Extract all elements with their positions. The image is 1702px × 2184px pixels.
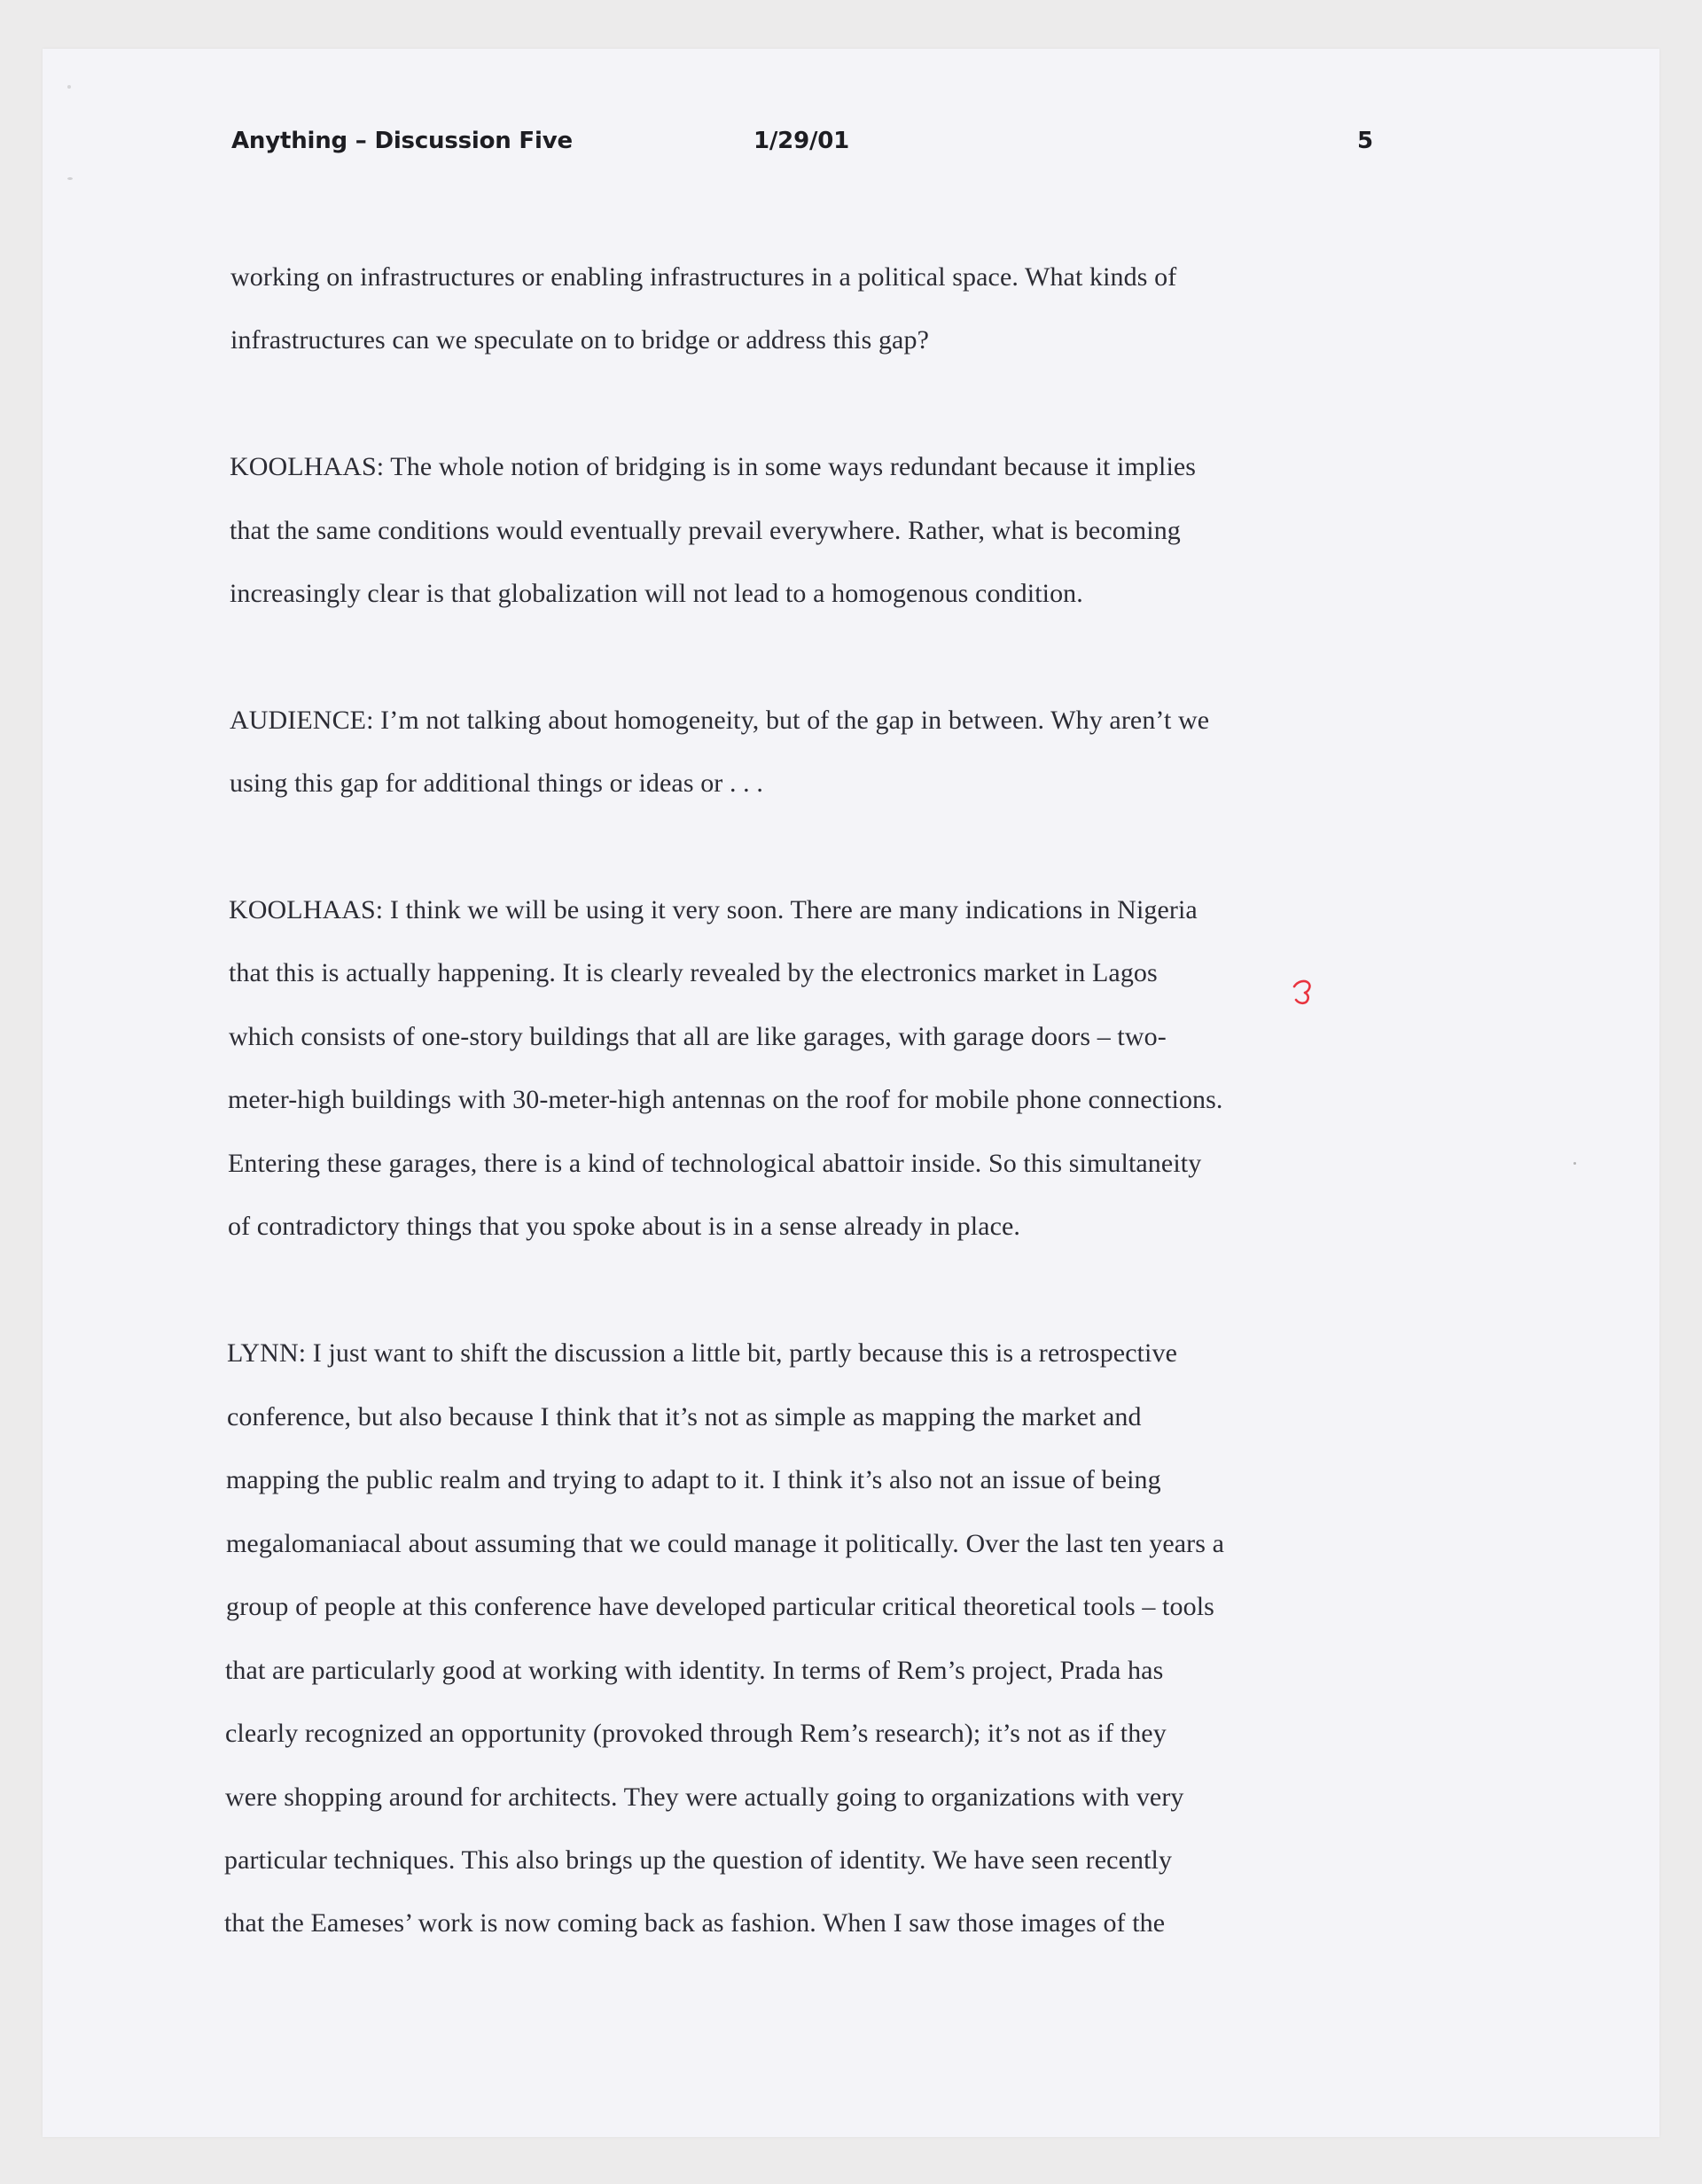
paper-speck — [67, 177, 73, 180]
paper-speck — [67, 85, 71, 89]
text-line: mapping the public realm and trying to adapt to it. I think it’s also not an issue of being — [226, 1465, 1161, 1494]
text-line: megalomaniacal about assuming that we could manage it politically. Over the last ten years a — [226, 1529, 1225, 1558]
text-line: KOOLHAAS: I think we will be using it very soon. There are many indications in Nigeria — [229, 895, 1198, 924]
red-comma-insertion-mark — [1291, 976, 1317, 1006]
text-line: Entering these garages, there is a kind of technological abattoir inside. So this simultaneity — [228, 1149, 1202, 1178]
text-line: that are particularly good at working with identity. In terms of Rem’s project, Prada has — [225, 1656, 1164, 1685]
text-line: that the same conditions would eventually prevail everywhere. Rather, what is becoming — [230, 516, 1181, 545]
text-line: using this gap for additional things or ideas or . . . — [230, 768, 763, 798]
text-line: particular techniques. This also brings up the question of identity. We have seen recently — [224, 1845, 1173, 1875]
page-number: 5 — [1357, 128, 1373, 154]
text-line: working on infrastructures or enabling infrastructures in a political space. What kinds of — [230, 262, 1177, 292]
text-line: LYNN: I just want to shift the discussion a little bit, partly because this is a retrospective — [227, 1338, 1178, 1368]
text-line: KOOLHAAS: The whole notion of bridging is in some ways redundant because it implies — [230, 452, 1197, 481]
text-line: meter-high buildings with 30-meter-high antennas on the roof for mobile phone connections. — [228, 1085, 1223, 1114]
text-line: that this is actually happening. It is clearly revealed by the electronics market in Lagos — [229, 958, 1158, 987]
text-line: of contradictory things that you spoke about is in a sense already in place. — [228, 1212, 1021, 1241]
text-line: that the Eameses’ work is now coming back as fashion. When I saw those images of the — [224, 1908, 1166, 1938]
text-line: which consists of one-story buildings that all are like garages, with garage doors – two- — [229, 1022, 1167, 1051]
paper-speck — [1573, 1162, 1576, 1165]
header-date: 1/29/01 — [753, 128, 850, 154]
header-title: Anything – Discussion Five — [231, 128, 573, 154]
text-line: clearly recognized an opportunity (provoked through Rem’s research); it’s not as if they — [225, 1719, 1167, 1748]
text-line: AUDIENCE: I’m not talking about homogeneity, but of the gap in between. Why aren’t we — [230, 706, 1210, 735]
text-line: group of people at this conference have developed particular critical theoretical tools – tools — [226, 1592, 1214, 1621]
text-line: were shopping around for architects. They were actually going to organizations with very — [225, 1782, 1184, 1812]
text-line: conference, but also because I think that it’s not as simple as mapping the market and — [227, 1402, 1142, 1431]
text-line: increasingly clear is that globalization will not lead to a homogenous condition. — [230, 579, 1083, 608]
text-line: infrastructures can we speculate on to bridge or address this gap? — [230, 325, 929, 355]
